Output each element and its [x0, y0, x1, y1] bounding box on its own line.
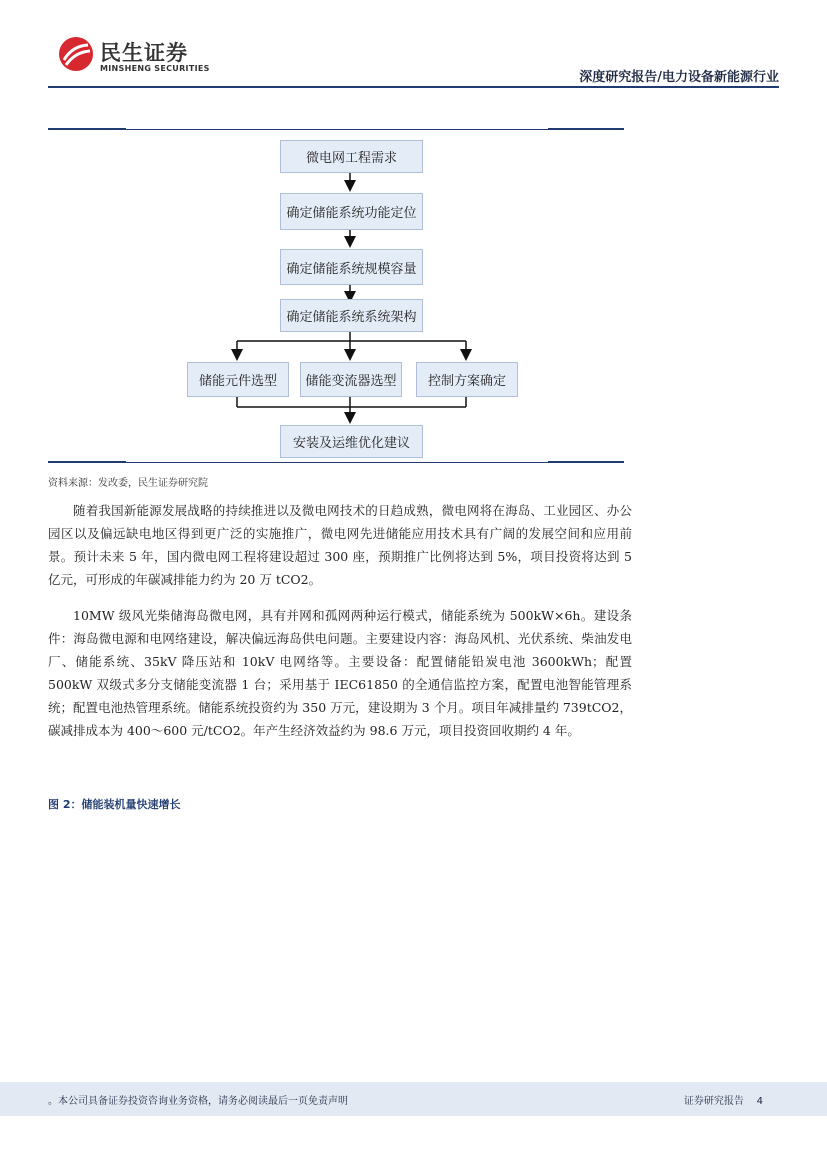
paragraph-text-2: 10MW 级风光柴储海岛微电网，具有并网和孤网两种运行模式，储能系统为 500kW×6h。建设条件：海岛微电源和电网络建设，解决偏远海岛供电问题。主要建设内容：海岛风机、光伏系统、柴油发电厂、储能系统、35kV 降压站和 10kV 电网络等。主要设备：配置储能铅炭电池 3600kWh；配置 500kW 双级式多分支储能变流器 1 台；采用基于 IEC61850 的全通信监控方案，配置电池智能管理系统；配置电池热管理系统。储能系统投资约为 350 万元，建设期为 3 个月。项目年减排量约 739tCO2，碳减排成本为 400～600 元/tCO2。年产生经济效益约为 98.6 万元，项目投资回收期约 4 年。 [48, 608, 632, 738]
flow-step-storage-element-selection: 储能元件选型 [187, 362, 289, 397]
footer-report-label [684, 1092, 763, 1107]
flow-step-project-demand: 微电网工程需求 [280, 140, 423, 173]
flow-step-converter-selection: 储能变流器选型 [300, 362, 402, 397]
flow-step-scale-capacity: 确定储能系统规模容量 [280, 249, 423, 285]
figure-2-caption: 图 2：储能装机量快速增长 [48, 798, 181, 811]
logo-chinese-name: 民生证券 [100, 41, 188, 65]
paragraph-text-1: 随着我国新能源发展战略的持续推进以及微电网技术的日趋成熟，微电网将在海岛、工业园区、办公园区以及偏远缺电地区得到更广泛的实施推广，微电网先进储能应用技术具有广阔的发展空间和应用前景。预计未来 5 年，国内微电网工程将建设超过 300 座，预期推广比例将达到 5%，项目投资将达到 5 亿元，可形成的年碳减排能力约为 20 万 tCO2。 [48, 503, 632, 587]
flow-step-installation-maintenance: 安装及运维优化建议 [280, 425, 423, 458]
page-number: 4 [756, 1096, 763, 1107]
disclaimer-note: 。本公司具备证券投资咨询业务资格，请务必阅读最后一页免责声明 [48, 1096, 348, 1107]
report-category-title: 深度研究报告/电力设备新能源行业 [579, 70, 779, 85]
figure-source-note: 资料来源：发改委，民生证券研究院 [48, 478, 208, 489]
figure-bottom-rule [48, 462, 624, 463]
logo-english-name: MINSHENG SECURITIES [100, 64, 210, 73]
page-footer [0, 1082, 827, 1116]
body-paragraph-1 [48, 499, 632, 591]
body-paragraph-2 [48, 604, 632, 742]
flow-step-function-positioning: 确定储能系统功能定位 [280, 193, 423, 230]
report-type-label: 证券研究报告 [683, 1096, 744, 1107]
flowchart-connectors [0, 0, 827, 470]
flow-step-system-architecture: 确定储能系统系统架构 [280, 299, 423, 332]
flow-step-control-scheme: 控制方案确定 [416, 362, 518, 397]
